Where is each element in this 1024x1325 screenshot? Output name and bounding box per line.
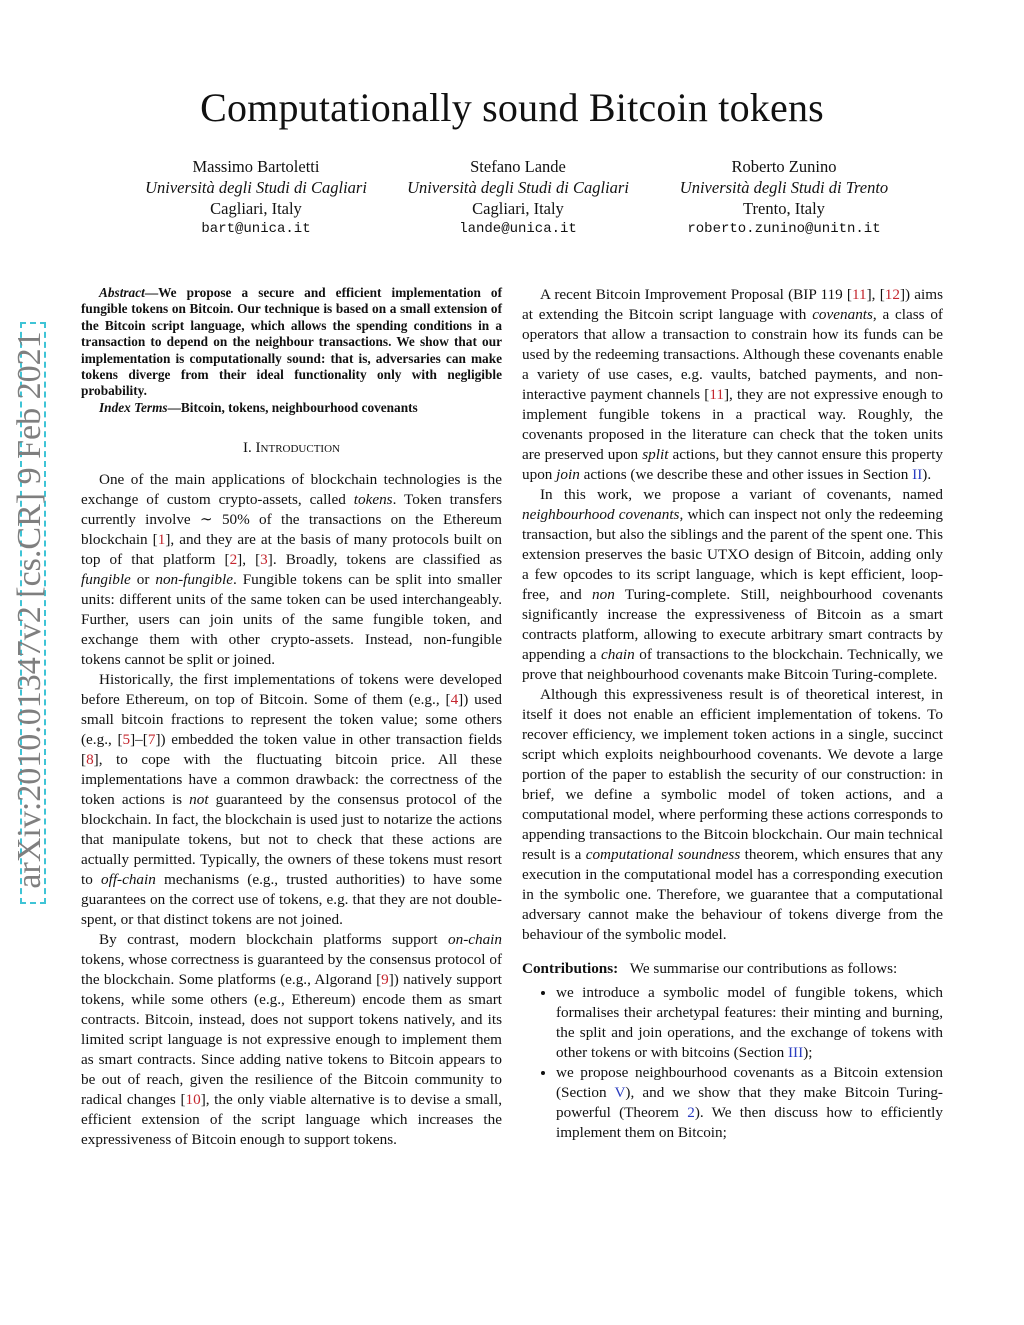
paragraph: Historically, the first implementations of tokens were developed before Ethereum, on top of Bitcoin. Some of them (e.g., [4]) used small bitcoin fractions to represent the token value; some others (e.g., [5]–[7]) embedded the token value in other transaction fields [8], to cope with the fluctuating bitcoin price. All these implementations have a common drawback: the correctness of the token actions is not guaranteed by the consensus protocol of the blockchain. In fact, the blockchain is used just to notarize the actions that manipulate tokens, but not to check that these actions are actually permitted. Typically, the owners of these tokens must resort to off-chain mechanisms (e.g., trusted authorities) to have some guarantees on the correct use of tokens, e.g. that they are not double-spent, or that distinct tokens are not joined. bbox=[81, 671, 503, 929]
paper-title: Computationally sound Bitcoin tokens bbox=[200, 85, 824, 130]
contributions-heading: Contributions: We summarise our contributions as follows: bbox=[522, 960, 898, 977]
citation-link[interactable]: 7 bbox=[147, 731, 156, 749]
citation-link[interactable]: 1 bbox=[157, 531, 166, 549]
author-name: Stefano Lande bbox=[470, 157, 566, 176]
citation-link[interactable]: 5 bbox=[122, 731, 131, 749]
author-name: Massimo Bartoletti bbox=[192, 157, 320, 176]
author-affiliation: Università degli Studi di Cagliari bbox=[407, 178, 629, 197]
author-email[interactable]: lande@unica.it bbox=[459, 221, 577, 237]
author-name: Roberto Zunino bbox=[731, 157, 837, 176]
author-location: Cagliari, Italy bbox=[210, 199, 302, 218]
abstract-text: —We propose a secure and efficient implementation of fungible tokens on Bitcoin. Our technique is based on a small extension of the Bitcoin script language, which allows the spending conditions in a transaction to depend on the neighbour transactions. We show that our implementation is computationally sound: that is, adversaries can make tokens diverge from their ideal functionality only with negligible probability. bbox=[81, 285, 502, 399]
author-email[interactable]: bart@unica.it bbox=[201, 221, 311, 237]
abstract bbox=[81, 285, 502, 416]
contributions-label: Contributions: bbox=[522, 960, 619, 977]
citation-link[interactable]: 12 bbox=[884, 286, 900, 303]
list-item: • we introduce a symbolic model of fungible tokens, which formalises their archetypal features: their minting and burning, the split and join operations, and the exchange of tokens with other tokens or with bitcoins (Section III); bbox=[556, 983, 943, 1063]
arxiv-sidebar bbox=[0, 0, 62, 1325]
author-affiliation: Università degli Studi di Cagliari bbox=[145, 178, 367, 197]
citation-link[interactable]: 4 bbox=[450, 691, 459, 709]
citation-link[interactable]: 8 bbox=[86, 751, 94, 769]
citation-link[interactable]: 11 bbox=[851, 286, 867, 303]
right-column bbox=[522, 285, 943, 1143]
paragraph: In this work, we propose a variant of covenants, named neighbourhood covenants, which can inspect not only the redeeming transaction, but also the siblings and the parent of the spent one. This extension preserves the basic UTXO design of Bitcoin, adding only a few opcodes to its script language, which is kept efficient, loop-free, and non Turing-complete. Still, neighbourhood covenants significantly increase the expressiveness of Bitcoin as a smart contracts platform, allowing to execute arbitrary smart contracts by appending a chain of transactions to the blockchain. Technically, we prove that neighbourhood covenants make Bitcoin Turing-complete. bbox=[522, 486, 943, 683]
section-heading: I. Introduction bbox=[243, 440, 340, 457]
arxiv-stamp[interactable]: arXiv:2010.01347v2 [cs.CR] 9 Feb 2021 bbox=[11, 331, 48, 889]
citation-link[interactable]: 11 bbox=[709, 386, 724, 403]
paragraph: A recent Bitcoin Improvement Proposal (BIP 119 [11], [12]) aims at extending the Bitcoin script language with covenants, a class of operators that allow a transaction to constrain how its funds can be used by the redeeming transactions. Although these covenants enable a variety of use cases, e.g. vaults, batched payments, and non-interactive payment channels [11], they are not expressive enough to implement fungible tokens in a practical way. Roughly, the covenants proposed in the literature can check that the token units are preserved upon split actions, but they cannot ensure this property upon join actions (we describe these and other issues in Section II). bbox=[522, 286, 944, 483]
list-item: • we propose neighbourhood covenants as a Bitcoin extension (Section V), and we show that they make Bitcoin Turing-powerful (Theorem 2). We then discuss how to efficiently implement them on Bitcoin; bbox=[556, 1063, 943, 1143]
section-link[interactable]: II bbox=[912, 466, 923, 483]
author-affiliation: Università degli Studi di Trento bbox=[679, 178, 889, 197]
author-block bbox=[126, 156, 386, 240]
abstract-label: Abstract bbox=[99, 285, 145, 300]
citation-link[interactable]: 9 bbox=[381, 971, 389, 989]
author-email[interactable]: roberto.zunino@unitn.it bbox=[687, 221, 881, 237]
citation-link[interactable]: 10 bbox=[185, 1091, 201, 1109]
citation-link[interactable]: 2 bbox=[229, 551, 238, 569]
paragraph: Although this expressiveness result is of theoretical interest, in itself it does not enable an efficient implementation of tokens. To recover efficiency, we implement token actions in a single, succinct script which exploits neighbourhood covenants. We devote a large portion of the paper to establish the security of our construction: in brief, we define a symbolic model of token actions, and a computational model, where performing these actions corresponds to appending transactions to the Bitcoin blockchain. Our main technical result is a computational soundness theorem, which ensures that any execution in the computational model has a corresponding execution in the symbolic one. Therefore, we guarantee that a computational adversary cannot make the behaviour of tokens diverge from the behaviour of the symbolic model. bbox=[522, 686, 943, 943]
section-link[interactable]: III bbox=[788, 1044, 804, 1061]
index-terms-label: Index Terms bbox=[99, 399, 168, 415]
section-link[interactable]: V bbox=[614, 1084, 626, 1101]
author-location: Cagliari, Italy bbox=[472, 199, 564, 218]
contributions-list bbox=[522, 983, 943, 1143]
theorem-link[interactable]: 2 bbox=[687, 1104, 695, 1121]
author-block bbox=[388, 156, 648, 240]
author-location: Trento, Italy bbox=[743, 199, 825, 218]
left-column bbox=[81, 285, 502, 1150]
paragraph: By contrast, modern blockchain platforms support on-chain tokens, whose correctness is guaranteed by the consensus protocol of the blockchain. Some platforms (e.g., Algorand [9]) natively support tokens, while some others (e.g., Ethereum) encode them as smart contracts. Bitcoin, instead, does not support tokens natively, and its limited script language is not expressive enough to implement them as smart contracts. Since adding native tokens to Bitcoin appears to be out of reach, given the resilience of the Bitcoin community to radical changes [10], the only viable alternative is to devise a small, efficient extension of the script language which increases the expressiveness of Bitcoin enough to support tokens. bbox=[81, 931, 502, 1149]
paragraph: One of the main applications of blockchain technologies is the exchange of custom crypto-assets, called tokens. Token transfers currently involve ∼ 50% of the transactions on the Ethereum blockchain [1], and they are at the basis of many protocols built on top of that platform [2], [3]. Broadly, tokens are classified as fungible or non-fungible. Fungible tokens can be split into smaller units: different units of the same token can be used interchangeably. Further, users can join units of the same fungible token, and exchange them with other crypto-assets. Instead, non-fungible tokens cannot be split or joined. bbox=[81, 471, 503, 669]
citation-link[interactable]: 3 bbox=[260, 551, 268, 569]
author-block bbox=[654, 156, 914, 240]
index-terms-text: —Bitcoin, tokens, neighbourhood covenants bbox=[167, 399, 418, 415]
